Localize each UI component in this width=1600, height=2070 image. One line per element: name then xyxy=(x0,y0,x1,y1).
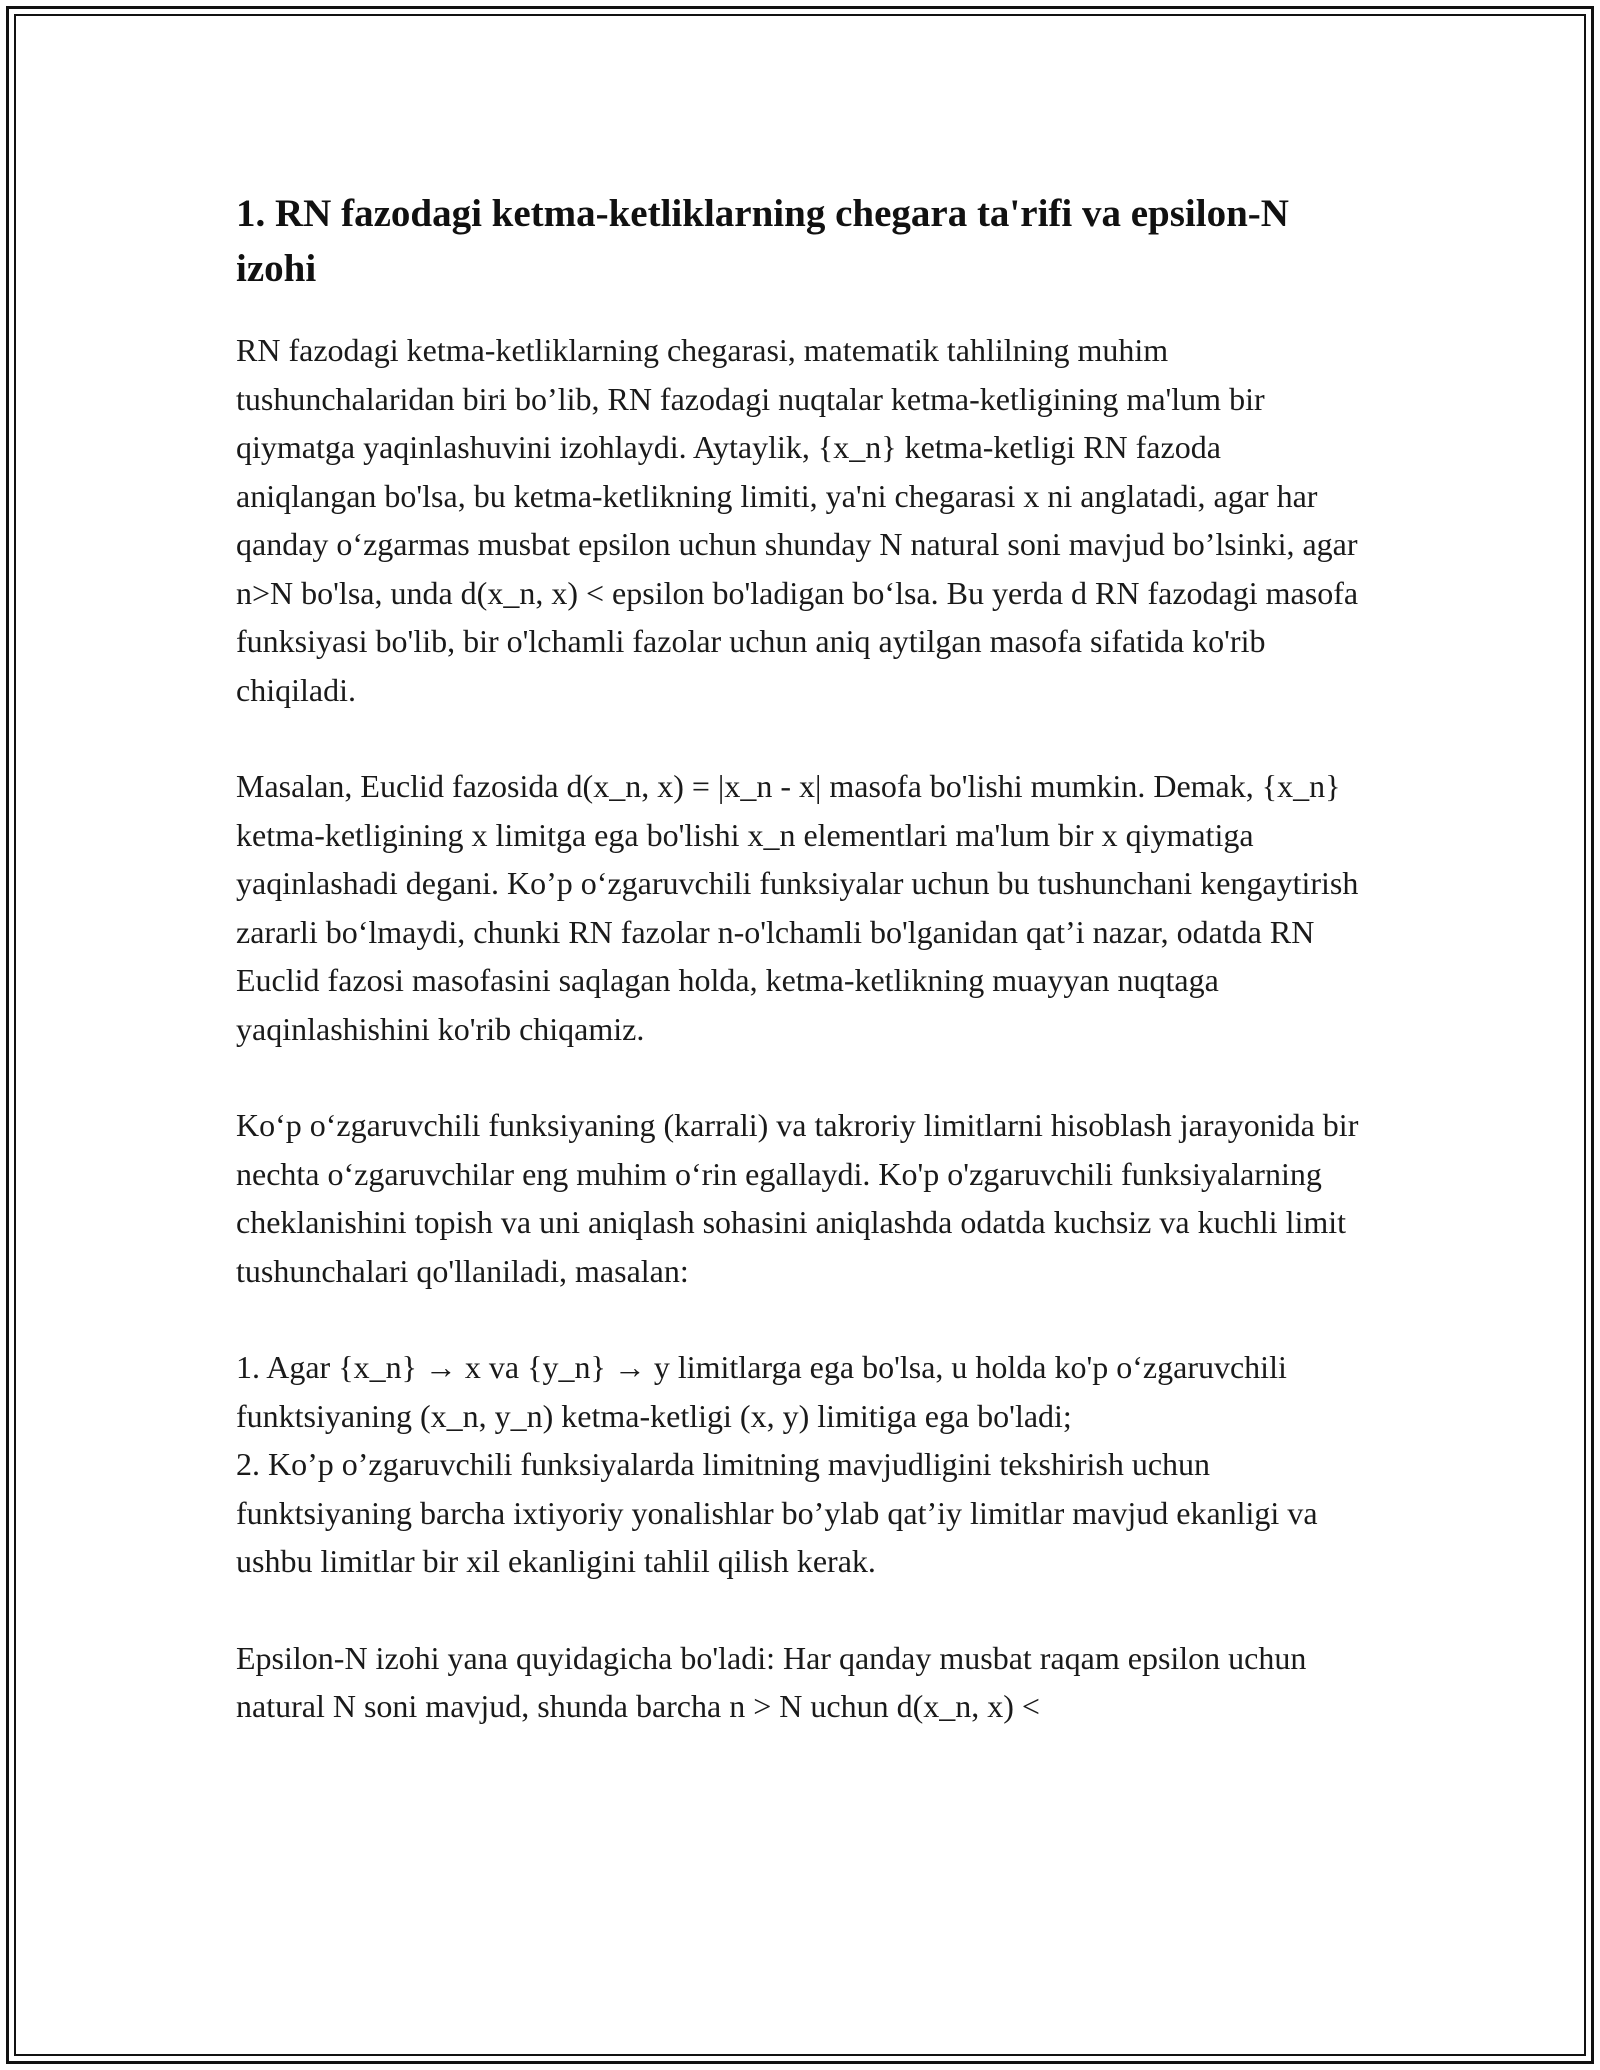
paragraph-epsilon-n: Epsilon-N izohi yana quyidagicha bo'ladi: Har qanday musbat raqam epsilon uchun natural N soni mavjud, shunda barcha n > N uchun d(x_n, x) < xyxy=(236,1639,1307,1724)
section-heading: 1. RN fazodagi ketma-ketliklarning chegara ta'rifi va epsilon-N izohi xyxy=(236,192,1289,290)
paragraph-definition: RN fazodagi ketma-ketliklarning chegarasi, matematik tahlilning muhim tushunchalaridan biri bo’lib, RN fazodagi nuqtalar ketma-ketligining ma'lum bir qiymatga yaqinlashuvini izohlaydi. Aytaylik, {x_n} ketma-ketligi RN fazoda aniqlangan bo'lsa, bu ketma-ketlikning limiti, ya'ni chegarasi x ni anglatadi, agar har qanday o‘zgarmas musbat epsilon uchun shunday N natural soni mavjud bo’lsinki, agar n>N bo'lsa, unda d(x_n, x) < epsilon bo'ladigan bo‘lsa. Bu yerda d RN fazodagi masofa funksiyasi bo'lib, bir o'lchamli fazolar uchun aniq aytilgan masofa sifatida ko'rib chiqiladi. xyxy=(236,332,1359,708)
list-item-2: 2. Ko’p o’zgaruvchili funksiyalarda limitning mavjudligini tekshirish uchun funktsiyaning barcha ixtiyoriy yonalishlar bo’ylab qat’iy limitlar mavjud ekanligi va ushbu limitlar bir xil ekanligini tahlil qilish kerak. xyxy=(236,1446,1318,1579)
numbered-list xyxy=(236,1343,1366,1586)
paragraph-euclid-example: Masalan, Euclid fazosida d(x_n, x) = |x_n - x| masofa bo'lishi mumkin. Demak, {x_n} ketma-ketligining x limitga ega bo'lishi x_n elementlari ma'lum bir x qiymatiga yaqinlashadi degani. Ko’p o‘zgaruvchili funksiyalar uchun bu tushunchani kengaytirish zararli bo‘lmaydi, chunki RN fazolar n-o'lchamli bo'lganidan qat’i nazar, odatda RN Euclid fazosi masofasini saqlagan holda, ketma-ketlikning muayyan nuqtaga yaqinlashishini ko'rib chiqamiz. xyxy=(236,768,1359,1047)
paragraph-multivariable: Ko‘p o‘zgaruvchili funksiyaning (karrali) va takroriy limitlarni hisoblash jarayonida bir nechta o‘zgaruvchilar eng muhim o‘rin egallaydi. Ko'p o'zgaruvchili funksiyalarning cheklanishini topish va uni aniqlash sohasini aniqlashda odatda kuchsiz va kuchli limit tushunchalari qo'llaniladi, masalan: xyxy=(236,1107,1359,1289)
list-item-1: 1. Agar {x_n} → x va {y_n} → y limitlarga ega bo'lsa, u holda ko'p o‘zgaruvchili funktsiyaning (x_n, y_n) ketma-ketligi (x, y) limitiga ega bo'ladi; xyxy=(236,1349,1287,1434)
document-body xyxy=(236,186,1366,1779)
